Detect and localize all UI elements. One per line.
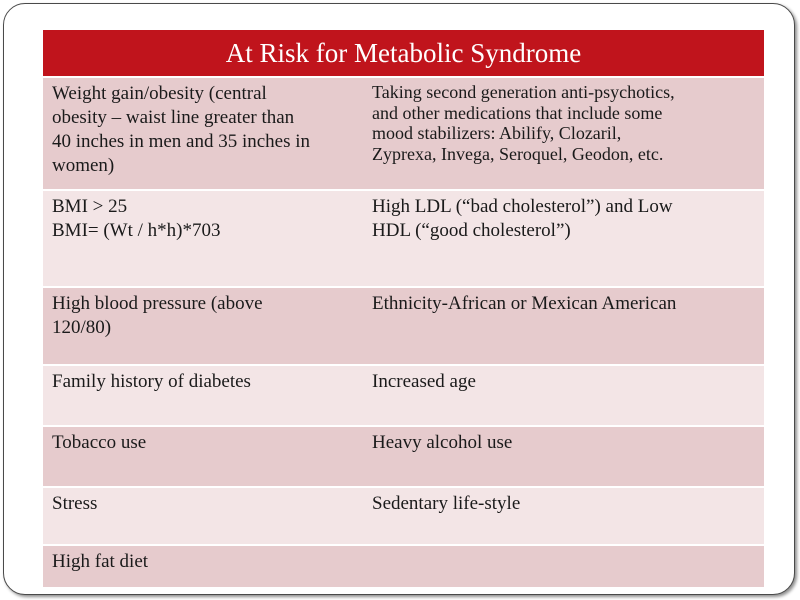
table-cell-left xyxy=(43,288,363,364)
table-cell-right xyxy=(363,546,764,587)
cell-line: Ethnicity-African or Mexican American xyxy=(372,293,677,314)
cell-line: Sedentary life-style xyxy=(372,493,521,514)
cell-line: High blood pressure (above xyxy=(52,293,263,314)
table-cell-left xyxy=(43,427,363,486)
cell-line: obesity – waist line greater than xyxy=(52,107,295,128)
table-cell-right xyxy=(363,488,764,544)
table-row xyxy=(43,544,764,587)
table-row xyxy=(43,189,764,286)
table-cell-left xyxy=(43,191,363,286)
table-cell-right xyxy=(363,78,764,189)
cell-line: High fat diet xyxy=(52,551,149,572)
cell-line: HDL (“good cholesterol”) xyxy=(372,220,571,241)
slide-frame xyxy=(3,3,795,595)
table-cell-right xyxy=(363,288,764,364)
cell-line: BMI > 25 xyxy=(52,196,128,217)
table-title: At Risk for Metabolic Syndrome xyxy=(43,30,764,76)
cell-line: Taking second generation anti-psychotics, xyxy=(372,82,675,102)
cell-line: BMI= (Wt / h*h)*703 xyxy=(52,220,221,241)
cell-line: 40 inches in men and 35 inches in xyxy=(52,131,311,152)
cell-line: Heavy alcohol use xyxy=(372,432,513,453)
risk-factors-table xyxy=(43,30,764,587)
table-cell-left xyxy=(43,546,363,587)
cell-line: Weight gain/obesity (central xyxy=(52,83,267,104)
table-cell-right xyxy=(363,191,764,286)
table-cell-left xyxy=(43,366,363,425)
cell-line: mood stabilizers: Abilify, Clozaril, xyxy=(372,123,622,143)
cell-line: Tobacco use xyxy=(52,432,147,453)
cell-line: Increased age xyxy=(372,371,476,392)
table-cell-right xyxy=(363,427,764,486)
cell-line: Family history of diabetes xyxy=(52,371,251,392)
cell-line: women) xyxy=(52,155,115,176)
cell-line: Stress xyxy=(52,493,98,514)
table-row xyxy=(43,76,764,189)
table-row xyxy=(43,486,764,544)
table-cell-left xyxy=(43,488,363,544)
cell-line: Zyprexa, Invega, Seroquel, Geodon, etc. xyxy=(372,143,664,164)
table-cell-left xyxy=(43,78,363,189)
table-row xyxy=(43,286,764,364)
cell-line: and other medications that include some xyxy=(372,102,663,123)
table-cell-right xyxy=(363,366,764,425)
table-row xyxy=(43,364,764,425)
cell-line: 120/80) xyxy=(52,317,112,338)
table-row xyxy=(43,425,764,486)
cell-line: High LDL (“bad cholesterol”) and Low xyxy=(372,196,673,217)
